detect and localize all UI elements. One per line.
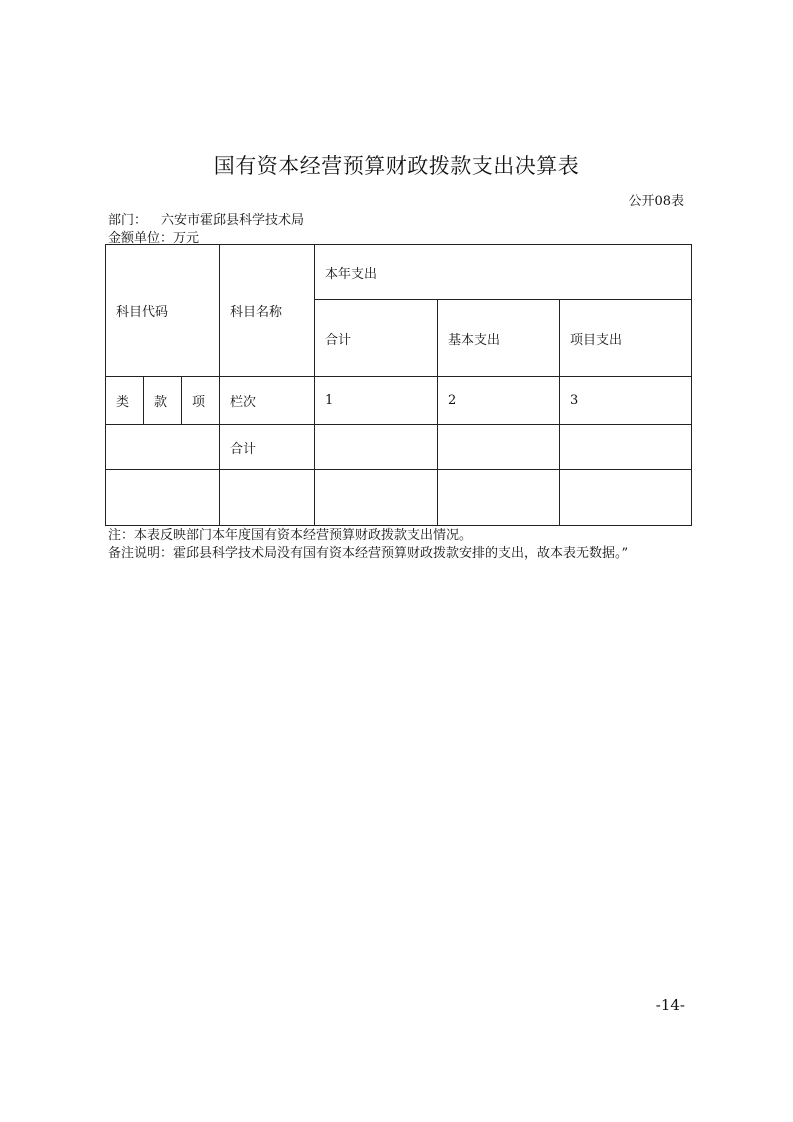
- unit-label: 金额单位：: [108, 231, 174, 246]
- header-project: 项目支出: [560, 300, 692, 377]
- form-number: 公开08表: [628, 194, 684, 209]
- blank-row-project: [560, 470, 692, 526]
- index-xiang: 项: [182, 377, 220, 425]
- total-row-name: 合计: [220, 425, 315, 470]
- index-row: [106, 377, 692, 425]
- header-code: 科目代码: [106, 245, 220, 377]
- index-kuan: 款: [144, 377, 182, 425]
- index-col-2: 2: [438, 377, 560, 425]
- blank-row: [106, 470, 692, 526]
- notes: [108, 527, 628, 563]
- total-row-total: [315, 425, 438, 470]
- department-value: 六安市霍邱县科学技术局: [161, 213, 305, 228]
- header-name: 科目名称: [220, 245, 315, 377]
- index-col-3: 3: [560, 377, 692, 425]
- expenditure-table: [105, 244, 692, 526]
- page-title: 国有资本经营预算财政拨款支出决算表: [213, 154, 580, 178]
- department-label: 部门：: [108, 213, 148, 228]
- header-total: 合计: [315, 300, 438, 377]
- page-number: -14-: [655, 996, 685, 1014]
- header-current-year: 本年支出: [315, 245, 692, 300]
- unit-value: 万元: [173, 231, 200, 246]
- total-row: [106, 425, 692, 470]
- index-lanci: 栏次: [220, 377, 315, 425]
- note-line-1: 注：本表反映部门本年度国有资本经营预算财政拨款支出情况。: [108, 528, 473, 543]
- department-line: [108, 209, 304, 228]
- blank-row-basic: [438, 470, 560, 526]
- blank-row-code: [106, 470, 220, 526]
- index-lei: 类: [106, 377, 144, 425]
- total-row-basic: [438, 425, 560, 470]
- total-row-code: [106, 425, 220, 470]
- header-row-1: [106, 245, 692, 300]
- total-row-project: [560, 425, 692, 470]
- index-col-1: 1: [315, 377, 438, 425]
- blank-row-total: [315, 470, 438, 526]
- blank-row-name: [220, 470, 315, 526]
- header-basic: 基本支出: [438, 300, 560, 377]
- note-line-2: 备注说明：霍邱县科学技术局没有国有资本经营预算财政拨款安排的支出，故本表无数据。”: [108, 546, 629, 561]
